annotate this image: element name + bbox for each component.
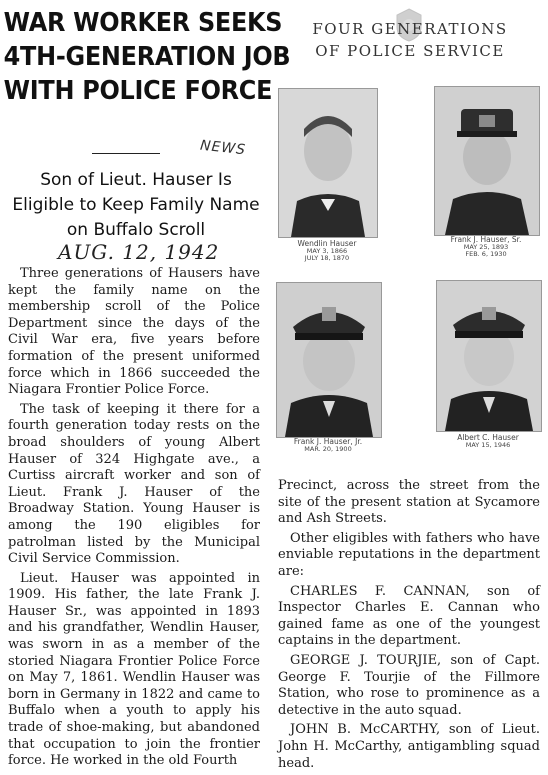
article-paragraph: Lieut. Hauser was appointed in 1909. His father, the late Frank J. Hauser Sr., was appointed in 1893 and his grandfather, Wendlin Hauser, was sworn in as a member of the storied Niagara Frontier Police Force on May 7, 1861. Wendlin Hauser was born in Germany in 1822 and came to Buffalo when a youth to apply his trade of shoe-making, but abandoned that occupation to join the frontier force. He worked in the old Fourth	[8, 570, 260, 769]
portrait-caption	[278, 240, 376, 263]
portrait-image	[279, 89, 377, 237]
headline-line-2: 4TH-GENERATION JOB	[3, 42, 291, 72]
portrait-name: Frank J. Hauser, Jr.	[293, 437, 363, 446]
headline-divider	[92, 153, 160, 154]
portrait-date: MAR. 20, 1900	[304, 444, 352, 453]
portrait-date: FEB. 6, 1930	[465, 250, 507, 258]
right-column	[270, 0, 548, 771]
article-paragraph: Precinct, across the street from the site of the present station at Sycamore and Ash Streets.	[278, 478, 540, 527]
portrait-frank-hauser-sr	[434, 86, 540, 236]
portrait-date: MAY 15, 1946	[465, 440, 511, 449]
photo-section-title	[300, 18, 520, 62]
portrait-date: JULY 18, 1870	[304, 254, 350, 262]
headline-line-3: WITH POLICE FORCE	[3, 76, 273, 106]
article-paragraph: Other eligibles with fathers who have enviable reputations in the department are:	[278, 530, 540, 579]
article-paragraph: CHARLES F. CANNAN, son of Inspector Charles E. Cannan who gained fame as one of the youngest captains in the department.	[278, 583, 540, 649]
photo-section-title-line-2: OF POLICE SERVICE	[315, 42, 505, 60]
portrait-albert-hauser	[436, 280, 542, 432]
photo-section-title-line-1: FOUR GENERATIONS	[312, 20, 508, 38]
portrait-image	[437, 281, 541, 431]
portrait-name: Wendlin Hauser	[297, 239, 357, 248]
article-paragraph: GEORGE J. TOURJIE, son of Capt. George F. Tourjie of the Fillmore Station, who rose to prominence as a detective in the auto squad.	[278, 652, 540, 718]
article-body	[8, 266, 260, 773]
portrait-frank-hauser-jr	[276, 282, 382, 438]
handwritten-date: AUG. 12, 1942	[58, 240, 220, 264]
handwritten-news-note: NEWS	[199, 137, 247, 159]
headline-line-1: WAR WORKER SEEKS	[3, 8, 283, 38]
article-paragraph: Three generations of Hausers have kept the family name on the membership scroll of the Police Department since the days of the Civil War era, five years before formation of the present uniformed force which in 1866 succeeded the Niagara Frontier Police Force.	[8, 266, 260, 398]
article-paragraph: JOHN B. McCARTHY, son of Lieut. John H. McCarthy, antigambling squad head.	[278, 722, 540, 771]
portrait-caption	[434, 236, 538, 259]
portrait-date: MAY 3, 1866	[306, 246, 348, 255]
portrait-date: MAY 25, 1893	[463, 242, 509, 251]
portrait-name: Frank J. Hauser, Sr.	[450, 235, 522, 244]
portrait-image	[277, 283, 381, 437]
portrait-image	[435, 87, 539, 235]
subheadline: Son of Lieut. Hauser Is Eligible to Keep Family Name on Buffalo Scroll	[12, 170, 260, 240]
headline	[0, 0, 291, 108]
article-continuation	[278, 478, 540, 775]
portrait-caption	[276, 438, 380, 453]
portrait-caption	[436, 434, 540, 449]
portrait-name: Albert C. Hauser	[457, 433, 519, 442]
article-paragraph: The task of keeping it there for a fourth generation today rests on the broad shoulders of young Albert Hauser of 324 Highgate ave., a Curtiss aircraft worker and son of Lieut. Frank J. Hauser of the Broadway Station. Young Hauser is among the 190 eligibles for patrolman listed by the Municipal Civil Service Commission.	[8, 401, 260, 567]
portrait-wendlin-hauser	[278, 88, 378, 238]
